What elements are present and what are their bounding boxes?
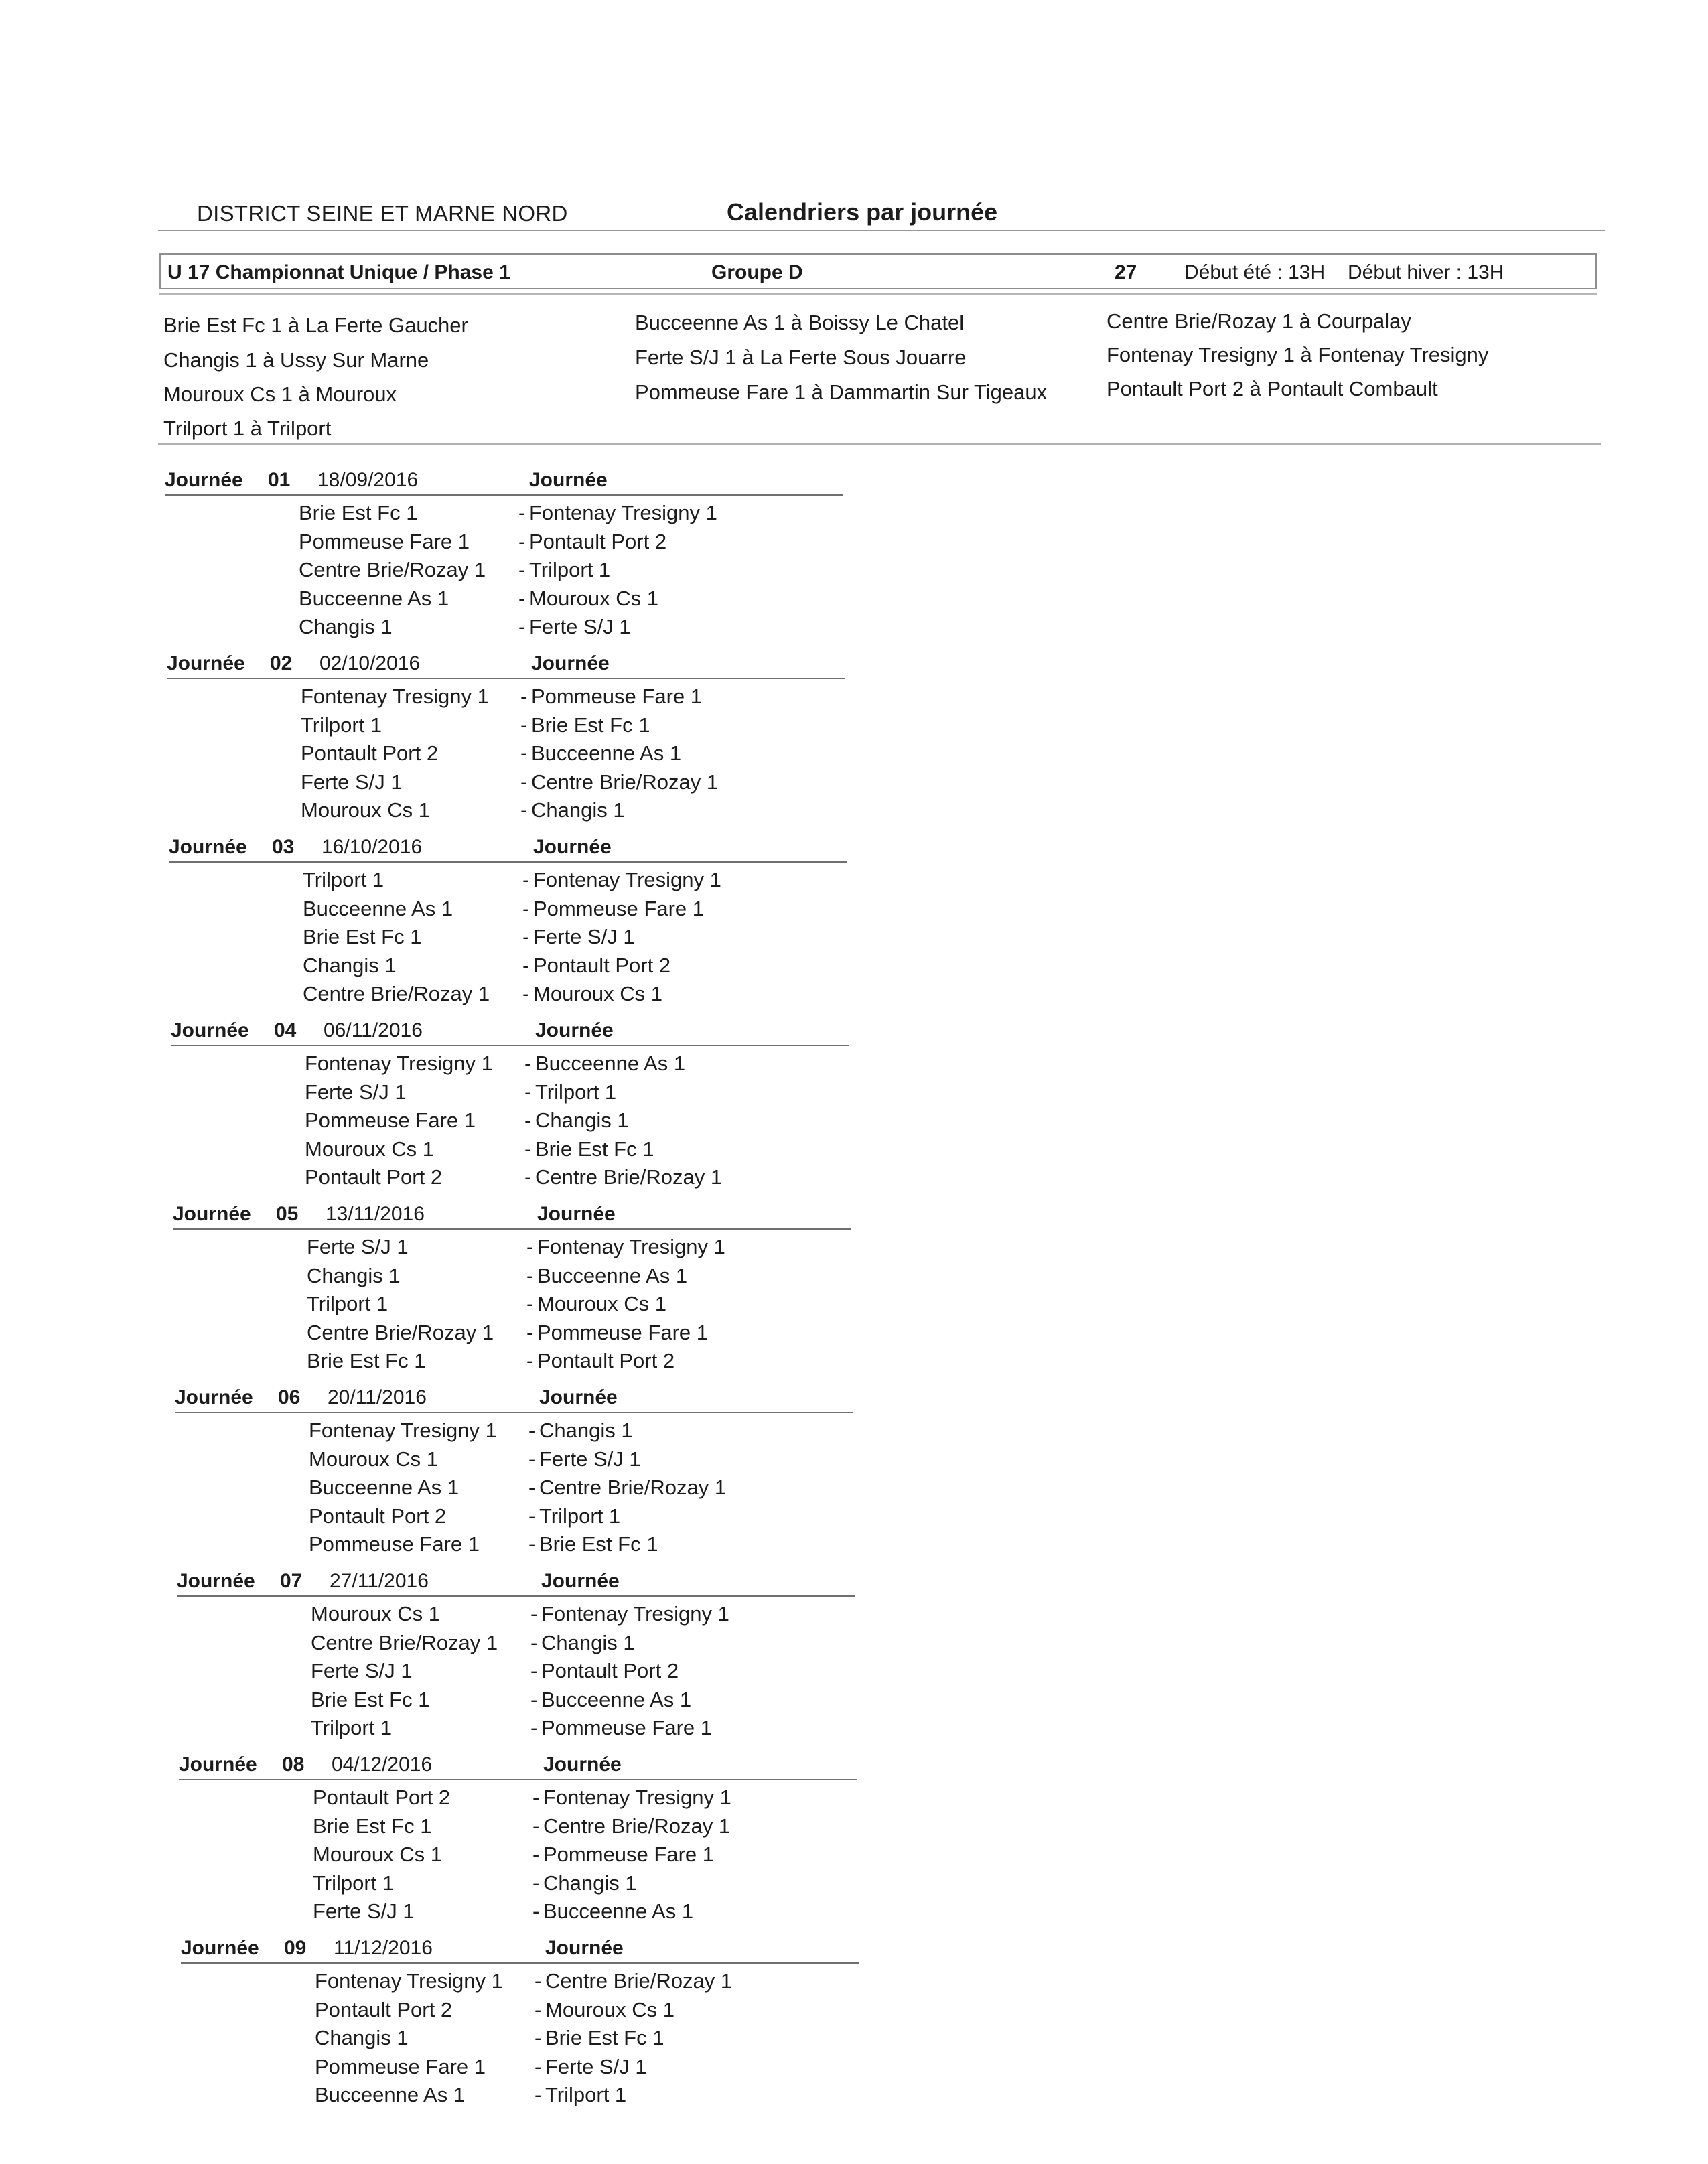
journee-column-label: Journée <box>535 1019 614 1041</box>
match-separator: - <box>535 2054 542 2078</box>
match-separator: - <box>535 1969 542 1993</box>
venue-item: Pommeuse Fare 1 à Dammartin Sur Tigeaux <box>635 380 1048 404</box>
home-team: Changis 1 <box>307 1263 401 1287</box>
journee-block <box>173 1203 856 1390</box>
journee-header <box>177 1570 860 1597</box>
away-team: Bucceenne As 1 <box>535 1052 686 1075</box>
home-team: Changis 1 <box>299 615 393 638</box>
journee-block <box>179 1753 862 1941</box>
match-row <box>173 1349 856 1377</box>
venue-item: Mouroux Cs 1 à Mouroux <box>163 382 397 406</box>
home-team: Brie Est Fc 1 <box>303 925 422 948</box>
home-team: Changis 1 <box>315 2026 409 2049</box>
journee-date: 06/11/2016 <box>324 1019 423 1041</box>
journee-header <box>179 1753 862 1780</box>
match-row <box>179 1786 862 1814</box>
match-row <box>177 1602 860 1630</box>
away-team: Centre Brie/Rozay 1 <box>543 1814 731 1838</box>
venue-item: Ferte S/J 1 à La Ferte Sous Jouarre <box>635 346 967 369</box>
match-separator: - <box>526 1263 534 1287</box>
info-box-underline <box>159 293 1597 295</box>
away-team: Brie Est Fc 1 <box>545 2026 664 2049</box>
journee-number: 04 <box>274 1019 297 1041</box>
match-separator: - <box>535 2026 542 2049</box>
journee-divider <box>171 1045 849 1046</box>
journee-number: 05 <box>276 1203 299 1225</box>
match-row <box>175 1475 858 1504</box>
match-row <box>165 587 848 615</box>
match-separator: - <box>535 1997 542 2021</box>
match-separator: - <box>520 684 528 708</box>
away-team: Centre Brie/Rozay 1 <box>539 1475 727 1499</box>
match-row <box>179 1899 862 1928</box>
match-row <box>173 1264 856 1292</box>
match-row <box>181 2026 864 2054</box>
match-separator: - <box>524 1080 532 1104</box>
home-team: Pommeuse Fare 1 <box>315 2054 486 2078</box>
home-team: Ferte S/J 1 <box>305 1080 407 1104</box>
away-team: Changis 1 <box>541 1630 635 1654</box>
journee-date: 18/09/2016 <box>317 469 419 491</box>
journee-column-label: Journée <box>545 1937 624 1959</box>
home-team: Brie Est Fc 1 <box>299 501 418 524</box>
home-team: Mouroux Cs 1 <box>301 798 430 822</box>
match-row <box>181 2083 864 2111</box>
match-separator: - <box>522 896 530 920</box>
journee-block <box>181 1937 864 2124</box>
match-row <box>167 713 850 741</box>
journee-divider <box>165 494 843 496</box>
home-team: Mouroux Cs 1 <box>313 1843 442 1866</box>
match-separator: - <box>526 1292 534 1315</box>
journee-column-label: Journée <box>543 1753 622 1776</box>
journee-label: Journée <box>173 1203 251 1225</box>
journee-header <box>173 1203 856 1230</box>
away-team: Pommeuse Fare 1 <box>543 1843 714 1866</box>
match-separator: - <box>528 1475 536 1499</box>
match-separator: - <box>520 798 528 822</box>
match-separator: - <box>528 1504 536 1528</box>
away-team: Pommeuse Fare 1 <box>537 1320 708 1344</box>
match-separator: - <box>526 1349 534 1372</box>
match-separator: - <box>520 741 528 765</box>
away-team: Bucceenne As 1 <box>537 1263 688 1287</box>
competition-info-box <box>159 253 1597 289</box>
match-row <box>167 770 850 798</box>
summer-start-time: Début été : 13H <box>1184 261 1326 283</box>
journee-header <box>181 1937 864 1964</box>
journee-date: 02/10/2016 <box>319 652 421 674</box>
home-team: Fontenay Tresigny 1 <box>305 1052 493 1075</box>
home-team: Trilport 1 <box>307 1292 388 1315</box>
match-separator: - <box>522 868 530 891</box>
home-team: Fontenay Tresigny 1 <box>301 684 489 708</box>
match-row <box>165 501 848 529</box>
away-team: Mouroux Cs 1 <box>545 1997 674 2021</box>
journee-label: Journée <box>169 836 247 858</box>
match-row <box>175 1532 858 1561</box>
match-row <box>179 1814 862 1843</box>
match-separator: - <box>532 1899 540 1923</box>
away-team: Trilport 1 <box>535 1080 617 1104</box>
home-team: Centre Brie/Rozay 1 <box>307 1320 494 1344</box>
journee-column-label: Journée <box>531 652 610 674</box>
match-separator: - <box>522 982 530 1005</box>
match-separator: - <box>524 1052 532 1075</box>
journee-divider <box>167 678 845 679</box>
match-separator: - <box>522 925 530 948</box>
away-team: Ferte S/J 1 <box>539 1447 641 1471</box>
match-row <box>181 2055 864 2083</box>
match-separator: - <box>518 586 526 610</box>
home-team: Trilport 1 <box>303 868 384 891</box>
match-separator: - <box>526 1235 534 1258</box>
journee-date: 13/11/2016 <box>326 1203 425 1225</box>
away-team: Brie Est Fc 1 <box>539 1532 658 1556</box>
away-team: Fontenay Tresigny 1 <box>543 1786 731 1809</box>
journee-divider <box>177 1595 855 1597</box>
home-team: Bucceenne As 1 <box>315 2083 466 2106</box>
match-row <box>177 1688 860 1716</box>
away-team: Changis 1 <box>531 798 625 822</box>
journee-divider <box>179 1779 857 1780</box>
home-team: Pontault Port 2 <box>301 741 439 765</box>
district-name: DISTRICT SEINE ET MARNE NORD <box>197 201 568 226</box>
match-row <box>181 1998 864 2026</box>
match-row <box>173 1235 856 1263</box>
page-title: Calendriers par journée <box>727 198 998 226</box>
journee-number: 07 <box>280 1570 303 1592</box>
home-team: Mouroux Cs 1 <box>309 1447 438 1471</box>
match-row <box>167 684 850 713</box>
home-team: Pommeuse Fare 1 <box>305 1108 476 1132</box>
home-team: Centre Brie/Rozay 1 <box>303 982 490 1005</box>
match-separator: - <box>524 1137 532 1161</box>
match-separator: - <box>524 1108 532 1132</box>
competition-name: U 17 Championnat Unique / Phase 1 <box>167 261 510 283</box>
match-separator: - <box>520 770 528 794</box>
away-team: Mouroux Cs 1 <box>529 586 658 610</box>
match-separator: - <box>532 1843 540 1866</box>
venue-item: Brie Est Fc 1 à La Ferte Gaucher <box>163 313 468 337</box>
journee-column-label: Journée <box>539 1386 618 1409</box>
home-team: Trilport 1 <box>313 1871 395 1895</box>
match-separator: - <box>532 1871 540 1895</box>
journee-label: Journée <box>175 1386 253 1409</box>
home-team: Pontault Port 2 <box>305 1165 443 1189</box>
match-separator: - <box>526 1320 534 1344</box>
match-row <box>181 1969 864 1997</box>
match-separator: - <box>530 1659 538 1682</box>
away-team: Trilport 1 <box>539 1504 621 1528</box>
match-separator: - <box>532 1814 540 1838</box>
match-row <box>169 897 852 925</box>
match-row <box>165 530 848 558</box>
journee-block <box>177 1570 860 1757</box>
away-team: Trilport 1 <box>529 558 611 581</box>
journee-date: 20/11/2016 <box>328 1386 427 1409</box>
match-separator: - <box>535 2083 542 2106</box>
match-row <box>171 1165 854 1194</box>
match-row <box>177 1631 860 1659</box>
journee-divider <box>181 1962 859 1964</box>
match-separator: - <box>518 615 526 638</box>
journee-number: 08 <box>282 1753 305 1776</box>
journee-number: 06 <box>278 1386 301 1409</box>
journee-label: Journée <box>167 652 245 674</box>
journee-block <box>171 1019 854 1207</box>
match-separator: - <box>530 1716 538 1739</box>
home-team: Bucceenne As 1 <box>309 1475 459 1499</box>
away-team: Bucceenne As 1 <box>541 1687 692 1711</box>
match-row <box>167 741 850 770</box>
match-row <box>171 1137 854 1165</box>
journee-divider <box>175 1412 853 1413</box>
away-team: Ferte S/J 1 <box>545 2054 647 2078</box>
journee-block <box>175 1386 858 1574</box>
journee-divider <box>173 1228 851 1230</box>
journee-block <box>167 652 850 840</box>
winter-start-time: Début hiver : 13H <box>1348 261 1504 283</box>
venue-item: Pontault Port 2 à Pontault Combault <box>1107 377 1438 401</box>
home-team: Fontenay Tresigny 1 <box>315 1969 503 1993</box>
away-team: Ferte S/J 1 <box>533 925 635 948</box>
match-separator: - <box>522 953 530 977</box>
journee-label: Journée <box>179 1753 257 1776</box>
home-team: Centre Brie/Rozay 1 <box>299 558 486 581</box>
header-divider <box>158 230 1605 231</box>
match-separator: - <box>532 1786 540 1809</box>
match-row <box>177 1716 860 1744</box>
venue-list <box>163 309 1604 454</box>
journee-divider <box>169 861 847 863</box>
away-team: Trilport 1 <box>545 2083 627 2106</box>
match-separator: - <box>530 1687 538 1711</box>
home-team: Fontenay Tresigny 1 <box>309 1419 497 1442</box>
match-separator: - <box>518 501 526 524</box>
home-team: Ferte S/J 1 <box>311 1659 413 1682</box>
journee-number: 03 <box>272 836 295 858</box>
journee-block <box>169 836 852 1023</box>
away-team: Pommeuse Fare 1 <box>533 896 704 920</box>
match-row <box>169 868 852 896</box>
journee-header <box>167 652 850 679</box>
match-row <box>171 1108 854 1137</box>
venue-item: Bucceenne As 1 à Boissy Le Chatel <box>635 311 965 334</box>
home-team: Trilport 1 <box>311 1716 393 1739</box>
journee-column-label: Journée <box>533 836 612 858</box>
away-team: Fontenay Tresigny 1 <box>541 1602 729 1626</box>
home-team: Mouroux Cs 1 <box>305 1137 434 1161</box>
journee-date: 27/11/2016 <box>330 1570 429 1592</box>
venue-item: Trilport 1 à Trilport <box>163 417 332 440</box>
home-team: Brie Est Fc 1 <box>311 1687 430 1711</box>
home-team: Pommeuse Fare 1 <box>309 1532 480 1556</box>
away-team: Fontenay Tresigny 1 <box>533 868 721 891</box>
journee-date: 16/10/2016 <box>322 836 423 858</box>
home-team: Bucceenne As 1 <box>299 586 449 610</box>
home-team: Brie Est Fc 1 <box>307 1349 426 1372</box>
away-team: Pommeuse Fare 1 <box>531 684 702 708</box>
journee-number: 09 <box>284 1937 307 1959</box>
away-team: Pontault Port 2 <box>529 529 667 553</box>
home-team: Pontault Port 2 <box>315 1997 453 2021</box>
away-team: Pontault Port 2 <box>537 1349 675 1372</box>
venue-item: Fontenay Tresigny 1 à Fontenay Tresigny <box>1107 343 1489 366</box>
home-team: Changis 1 <box>303 953 397 977</box>
away-team: Brie Est Fc 1 <box>531 713 650 737</box>
match-row <box>179 1843 862 1871</box>
away-team: Changis 1 <box>543 1871 637 1895</box>
match-row <box>175 1419 858 1447</box>
away-team: Bucceenne As 1 <box>543 1899 694 1923</box>
match-separator: - <box>530 1602 538 1626</box>
away-team: Mouroux Cs 1 <box>533 982 662 1005</box>
away-team: Changis 1 <box>535 1108 629 1132</box>
away-team: Centre Brie/Rozay 1 <box>535 1165 723 1189</box>
venue-item: Changis 1 à Ussy Sur Marne <box>163 348 429 372</box>
journee-column-label: Journée <box>529 469 608 491</box>
venues-divider <box>158 443 1601 445</box>
away-team: Fontenay Tresigny 1 <box>537 1235 725 1258</box>
away-team: Centre Brie/Rozay 1 <box>545 1969 733 1993</box>
journee-date: 11/12/2016 <box>334 1937 433 1959</box>
away-team: Changis 1 <box>539 1419 633 1442</box>
match-row <box>175 1504 858 1532</box>
home-team: Centre Brie/Rozay 1 <box>311 1630 498 1654</box>
journee-label: Journée <box>165 469 243 491</box>
journee-header <box>171 1019 854 1046</box>
match-separator: - <box>528 1419 536 1442</box>
match-separator: - <box>520 713 528 737</box>
away-team: Brie Est Fc 1 <box>535 1137 654 1161</box>
home-team: Brie Est Fc 1 <box>313 1814 432 1838</box>
away-team: Fontenay Tresigny 1 <box>529 501 717 524</box>
away-team: Centre Brie/Rozay 1 <box>531 770 719 794</box>
home-team: Trilport 1 <box>301 713 382 737</box>
away-team: Ferte S/J 1 <box>529 615 631 638</box>
home-team: Pontault Port 2 <box>309 1504 447 1528</box>
away-team: Pommeuse Fare 1 <box>541 1716 712 1739</box>
match-separator: - <box>518 529 526 553</box>
group-name: Groupe D <box>711 261 803 283</box>
journee-column-label: Journée <box>537 1203 616 1225</box>
home-team: Pontault Port 2 <box>313 1786 451 1809</box>
home-team: Bucceenne As 1 <box>303 896 453 920</box>
journee-header <box>169 836 852 863</box>
home-team: Pommeuse Fare 1 <box>299 529 470 553</box>
match-row <box>171 1080 854 1108</box>
match-row <box>169 954 852 982</box>
match-row <box>175 1447 858 1475</box>
home-team: Ferte S/J 1 <box>301 770 403 794</box>
match-separator: - <box>524 1165 532 1189</box>
journee-header <box>175 1386 858 1413</box>
match-row <box>169 982 852 1010</box>
journee-number: 02 <box>270 652 293 674</box>
match-row <box>167 798 850 826</box>
journee-header <box>165 469 848 496</box>
away-team: Pontault Port 2 <box>533 953 671 977</box>
away-team: Bucceenne As 1 <box>531 741 682 765</box>
match-row <box>169 925 852 953</box>
match-row <box>171 1052 854 1080</box>
venue-item: Centre Brie/Rozay 1 à Courpalay <box>1107 309 1411 333</box>
match-row <box>173 1321 856 1349</box>
journee-label: Journée <box>177 1570 255 1592</box>
journee-column-label: Journée <box>541 1570 620 1592</box>
home-team: Ferte S/J 1 <box>313 1899 415 1923</box>
journee-date: 04/12/2016 <box>332 1753 433 1776</box>
journee-number: 01 <box>268 469 291 491</box>
journee-label: Journée <box>181 1937 259 1959</box>
group-number: 27 <box>1115 261 1137 283</box>
match-row <box>179 1871 862 1899</box>
home-team: Mouroux Cs 1 <box>311 1602 440 1626</box>
journee-block <box>165 469 848 656</box>
match-separator: - <box>528 1447 536 1471</box>
journee-label: Journée <box>171 1019 249 1041</box>
match-row <box>165 615 848 643</box>
match-separator: - <box>530 1630 538 1654</box>
away-team: Pontault Port 2 <box>541 1659 679 1682</box>
match-row <box>165 558 848 586</box>
match-row <box>177 1659 860 1687</box>
home-team: Ferte S/J 1 <box>307 1235 409 1258</box>
away-team: Mouroux Cs 1 <box>537 1292 666 1315</box>
match-row <box>173 1292 856 1320</box>
match-separator: - <box>528 1532 536 1556</box>
match-separator: - <box>518 558 526 581</box>
